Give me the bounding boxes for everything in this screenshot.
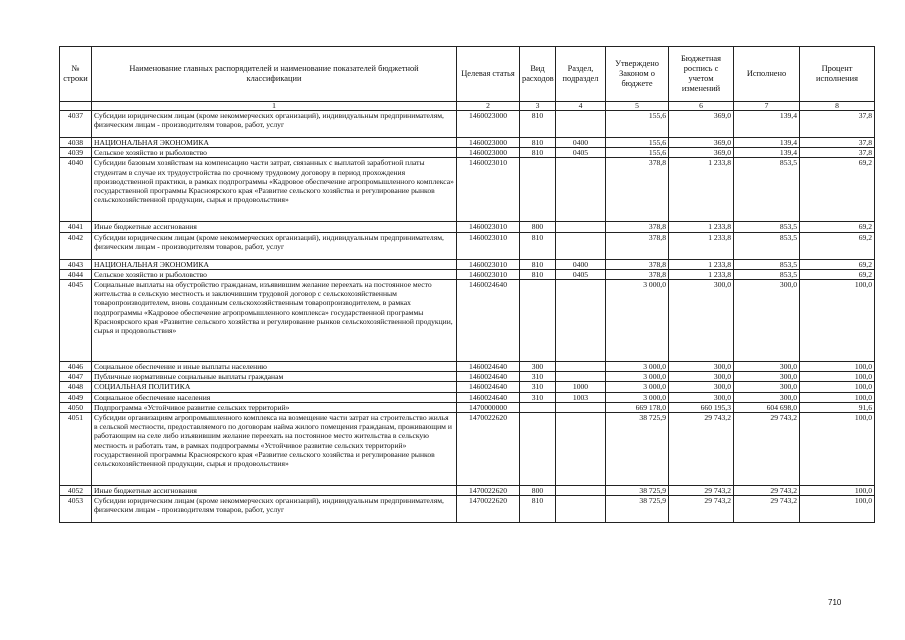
header-row [60, 47, 875, 102]
row-percent-cell: 100,0 [800, 372, 875, 382]
row-executed-cell: 604 698,0 [734, 402, 800, 412]
row-expense-type-cell: 810 [520, 138, 556, 148]
row-percent-cell: 100,0 [800, 362, 875, 372]
column-number: 1 [92, 102, 457, 111]
row-executed-cell: 853,5 [734, 259, 800, 269]
row-executed-cell: 300,0 [734, 372, 800, 382]
row-executed-cell: 139,4 [734, 148, 800, 158]
row-executed-cell: 29 743,2 [734, 413, 800, 486]
row-section-cell: 0400 [556, 259, 606, 269]
row-percent-cell: 100,0 [800, 382, 875, 392]
row-schedule-cell: 369,0 [669, 148, 734, 158]
row-section-cell [556, 158, 606, 222]
row-name-cell: Сельское хозяйство и рыболовство [92, 269, 457, 279]
row-approved-cell: 38 725,9 [606, 413, 669, 486]
row-number-cell: 4050 [60, 402, 92, 412]
row-section-cell [556, 222, 606, 232]
row-expense-type-cell [520, 280, 556, 362]
row-schedule-cell: 300,0 [669, 392, 734, 402]
row-percent-cell: 100,0 [800, 280, 875, 362]
row-percent-cell: 100,0 [800, 486, 875, 496]
row-article-cell: 1470022620 [457, 413, 520, 486]
row-section-cell: 1003 [556, 392, 606, 402]
table-row [60, 232, 875, 259]
row-expense-type-cell [520, 413, 556, 486]
row-section-cell: 1000 [556, 382, 606, 392]
row-expense-type-cell: 810 [520, 259, 556, 269]
row-approved-cell: 378,8 [606, 232, 669, 259]
row-article-cell: 1460023010 [457, 259, 520, 269]
header-expense-type: Вид расходов [520, 47, 556, 102]
row-executed-cell: 853,5 [734, 158, 800, 222]
row-number-cell: 4049 [60, 392, 92, 402]
table-row [60, 413, 875, 486]
row-section-cell [556, 111, 606, 138]
row-name-cell: НАЦИОНАЛЬНАЯ ЭКОНОМИКА [92, 259, 457, 269]
row-number-cell: 4045 [60, 280, 92, 362]
row-percent-cell: 37,8 [800, 148, 875, 158]
table-row [60, 148, 875, 158]
row-article-cell: 1460024640 [457, 280, 520, 362]
row-percent-cell: 37,8 [800, 111, 875, 138]
row-number-cell: 4053 [60, 496, 92, 523]
row-percent-cell: 69,2 [800, 158, 875, 222]
row-section-cell [556, 402, 606, 412]
row-number-cell: 4041 [60, 222, 92, 232]
row-schedule-cell: 369,0 [669, 111, 734, 138]
row-expense-type-cell: 810 [520, 148, 556, 158]
row-name-cell: Иные бюджетные ассигнования [92, 222, 457, 232]
table-row [60, 280, 875, 362]
row-schedule-cell: 660 195,3 [669, 402, 734, 412]
row-approved-cell: 3 000,0 [606, 382, 669, 392]
row-executed-cell: 300,0 [734, 362, 800, 372]
row-section-cell [556, 486, 606, 496]
row-schedule-cell: 29 743,2 [669, 486, 734, 496]
header-section: Раздел, подраздел [556, 47, 606, 102]
row-name-cell: НАЦИОНАЛЬНАЯ ЭКОНОМИКА [92, 138, 457, 148]
row-section-cell [556, 232, 606, 259]
table-row [60, 372, 875, 382]
column-number [60, 102, 92, 111]
table-row [60, 259, 875, 269]
row-number-cell: 4051 [60, 413, 92, 486]
table-row [60, 138, 875, 148]
row-number-cell: 4044 [60, 269, 92, 279]
row-article-cell: 1460024640 [457, 372, 520, 382]
table-row [60, 496, 875, 523]
budget-table-sheet [59, 46, 874, 523]
row-number-cell: 4040 [60, 158, 92, 222]
header-approved: Утверждено Законом о бюджете [606, 47, 669, 102]
row-schedule-cell: 1 233,8 [669, 269, 734, 279]
row-name-cell: Субсидии юридическим лицам (кроме некоммерческих организаций), индивидуальным предпринимателям, физическим лицам - производителям товаров, работ, услуг [92, 232, 457, 259]
row-name-cell: Социальное обеспечение и иные выплаты населению [92, 362, 457, 372]
row-schedule-cell: 29 743,2 [669, 413, 734, 486]
row-approved-cell: 3 000,0 [606, 392, 669, 402]
column-number: 5 [606, 102, 669, 111]
row-article-cell: 1460023010 [457, 232, 520, 259]
row-executed-cell: 139,4 [734, 138, 800, 148]
column-number: 7 [734, 102, 800, 111]
column-number: 6 [669, 102, 734, 111]
row-name-cell: Подпрограмма «Устойчивое развитие сельских территорий» [92, 402, 457, 412]
row-executed-cell: 139,4 [734, 111, 800, 138]
row-expense-type-cell: 800 [520, 486, 556, 496]
row-number-cell: 4048 [60, 382, 92, 392]
budget-execution-table [59, 46, 875, 523]
row-section-cell [556, 413, 606, 486]
row-article-cell: 1460023000 [457, 138, 520, 148]
row-name-cell: Социальные выплаты на обустройство гражданам, изъявившим желание переехать на постоянное место жительства в сельскую местность и заключившим трудовой договор с сельскохозяйственным товаропроизводителем, вновь созданным сельскохозяйственным товаропроизводителем, в рамках подпрограммы «Кадровое обеспечение агропромышленного комплекса» государственной программы Красноярского края «Развитие сельского хозяйства и регулирование рынков сельскохозяйственной продукции, сырья и продовольствия» [92, 280, 457, 362]
row-article-cell: 1460023000 [457, 148, 520, 158]
table-row [60, 382, 875, 392]
row-approved-cell: 378,8 [606, 222, 669, 232]
row-section-cell [556, 496, 606, 523]
row-approved-cell: 378,8 [606, 259, 669, 269]
row-schedule-cell: 1 233,8 [669, 232, 734, 259]
row-section-cell: 0400 [556, 138, 606, 148]
row-section-cell [556, 362, 606, 372]
row-name-cell: Сельское хозяйство и рыболовство [92, 148, 457, 158]
header-budget-schedule: Бюджетная роспись с учетом изменений [669, 47, 734, 102]
table-row [60, 158, 875, 222]
row-section-cell: 0405 [556, 269, 606, 279]
header-executed: Исполнено [734, 47, 800, 102]
row-executed-cell: 29 743,2 [734, 496, 800, 523]
row-article-cell: 1460024640 [457, 362, 520, 372]
row-article-cell: 1460024640 [457, 392, 520, 402]
table-body [60, 111, 875, 523]
row-approved-cell: 669 178,0 [606, 402, 669, 412]
row-name-cell: Социальное обеспечение населения [92, 392, 457, 402]
row-name-cell: Иные бюджетные ассигнования [92, 486, 457, 496]
row-approved-cell: 155,6 [606, 148, 669, 158]
row-percent-cell: 100,0 [800, 392, 875, 402]
header-row-no: № строки [60, 47, 92, 102]
row-schedule-cell: 300,0 [669, 280, 734, 362]
row-section-cell [556, 372, 606, 382]
row-expense-type-cell: 310 [520, 392, 556, 402]
row-percent-cell: 69,2 [800, 222, 875, 232]
row-approved-cell: 378,8 [606, 158, 669, 222]
row-schedule-cell: 29 743,2 [669, 496, 734, 523]
row-number-cell: 4046 [60, 362, 92, 372]
row-schedule-cell: 300,0 [669, 382, 734, 392]
row-schedule-cell: 1 233,8 [669, 222, 734, 232]
row-schedule-cell: 300,0 [669, 372, 734, 382]
row-approved-cell: 155,6 [606, 111, 669, 138]
table-row [60, 402, 875, 412]
row-executed-cell: 300,0 [734, 392, 800, 402]
row-approved-cell: 155,6 [606, 138, 669, 148]
row-approved-cell: 3 000,0 [606, 280, 669, 362]
row-expense-type-cell: 310 [520, 382, 556, 392]
row-article-cell: 1470022620 [457, 486, 520, 496]
row-expense-type-cell: 310 [520, 372, 556, 382]
row-name-cell: Субсидии юридическим лицам (кроме некоммерческих организаций), индивидуальным предпринимателям, физическим лицам - производителям товаров, работ, услуг [92, 496, 457, 523]
column-number: 2 [457, 102, 520, 111]
row-article-cell: 1460023010 [457, 269, 520, 279]
row-number-cell: 4042 [60, 232, 92, 259]
row-name-cell: Публичные нормативные социальные выплаты гражданам [92, 372, 457, 382]
row-article-cell: 1460023010 [457, 222, 520, 232]
row-expense-type-cell: 810 [520, 269, 556, 279]
row-name-cell: Субсидии юридическим лицам (кроме некоммерческих организаций), индивидуальным предпринимателям, физическим лицам - производителям товаров, работ, услуг [92, 111, 457, 138]
row-section-cell: 0405 [556, 148, 606, 158]
row-number-cell: 4043 [60, 259, 92, 269]
header-article: Целевая статья [457, 47, 520, 102]
row-executed-cell: 853,5 [734, 222, 800, 232]
header-percent: Процент исполнения [800, 47, 875, 102]
row-percent-cell: 69,2 [800, 269, 875, 279]
row-expense-type-cell: 800 [520, 222, 556, 232]
row-executed-cell: 300,0 [734, 280, 800, 362]
table-row [60, 111, 875, 138]
row-section-cell [556, 280, 606, 362]
row-article-cell: 1460023010 [457, 158, 520, 222]
row-percent-cell: 37,8 [800, 138, 875, 148]
row-approved-cell: 378,8 [606, 269, 669, 279]
row-name-cell: Субсидии организациям агропромышленного комплекса на возмещение части затрат на строительство жилья в сельской местности, предоставляемого по договорам найма жилого помещения гражданам, проживающим и работающим на селе либо изъявившим желание переехать на постоянное место жительства в сельскую местность и работать там, в рамках подпрограммы «Устойчивое развитие сельских территорий» государственной программы Красноярского края «Развитие сельского хозяйства и регулирование рынков сельскохозяйственной продукции, сырья и продовольствия» [92, 413, 457, 486]
row-executed-cell: 853,5 [734, 269, 800, 279]
row-expense-type-cell: 300 [520, 362, 556, 372]
row-article-cell: 1470000000 [457, 402, 520, 412]
row-name-cell: Субсидии базовым хозяйствам на компенсацию части затрат, связанных с выплатой заработной платы студентам в случае их трудоустройства по срочному трудовому договору в период прохождения производственной практики, в рамках подпрограммы «Кадровое обеспечение агропромышленного комплекса» государственной программы Красноярского края «Развитие сельского хозяйства и регулирование рынков сельскохозяйственной продукции, сырья и продовольствия» [92, 158, 457, 222]
table-row [60, 486, 875, 496]
page-number: 710 [828, 598, 842, 607]
row-schedule-cell: 369,0 [669, 138, 734, 148]
header-name: Наименование главных распорядителей и наименование показателей бюджетной классификации [92, 47, 457, 102]
row-expense-type-cell [520, 158, 556, 222]
column-number: 4 [556, 102, 606, 111]
row-number-cell: 4037 [60, 111, 92, 138]
row-executed-cell: 853,5 [734, 232, 800, 259]
row-percent-cell: 100,0 [800, 496, 875, 523]
table-row [60, 362, 875, 372]
row-percent-cell: 69,2 [800, 259, 875, 269]
row-executed-cell: 300,0 [734, 382, 800, 392]
row-expense-type-cell: 810 [520, 496, 556, 523]
table-row [60, 269, 875, 279]
row-schedule-cell: 1 233,8 [669, 259, 734, 269]
table-row [60, 392, 875, 402]
row-executed-cell: 29 743,2 [734, 486, 800, 496]
row-percent-cell: 100,0 [800, 413, 875, 486]
row-number-cell: 4038 [60, 138, 92, 148]
column-number: 8 [800, 102, 875, 111]
row-schedule-cell: 300,0 [669, 362, 734, 372]
table-row [60, 222, 875, 232]
row-article-cell: 1470022620 [457, 496, 520, 523]
row-approved-cell: 38 725,9 [606, 496, 669, 523]
row-number-cell: 4052 [60, 486, 92, 496]
row-number-cell: 4039 [60, 148, 92, 158]
row-schedule-cell: 1 233,8 [669, 158, 734, 222]
row-percent-cell: 91,6 [800, 402, 875, 412]
column-number-row [60, 102, 875, 111]
row-number-cell: 4047 [60, 372, 92, 382]
row-expense-type-cell: 810 [520, 232, 556, 259]
row-article-cell: 1460023000 [457, 111, 520, 138]
row-name-cell: СОЦИАЛЬНАЯ ПОЛИТИКА [92, 382, 457, 392]
row-expense-type-cell [520, 402, 556, 412]
row-approved-cell: 3 000,0 [606, 362, 669, 372]
row-approved-cell: 3 000,0 [606, 372, 669, 382]
column-number: 3 [520, 102, 556, 111]
row-percent-cell: 69,2 [800, 232, 875, 259]
row-approved-cell: 38 725,9 [606, 486, 669, 496]
row-expense-type-cell: 810 [520, 111, 556, 138]
row-article-cell: 1460024640 [457, 382, 520, 392]
